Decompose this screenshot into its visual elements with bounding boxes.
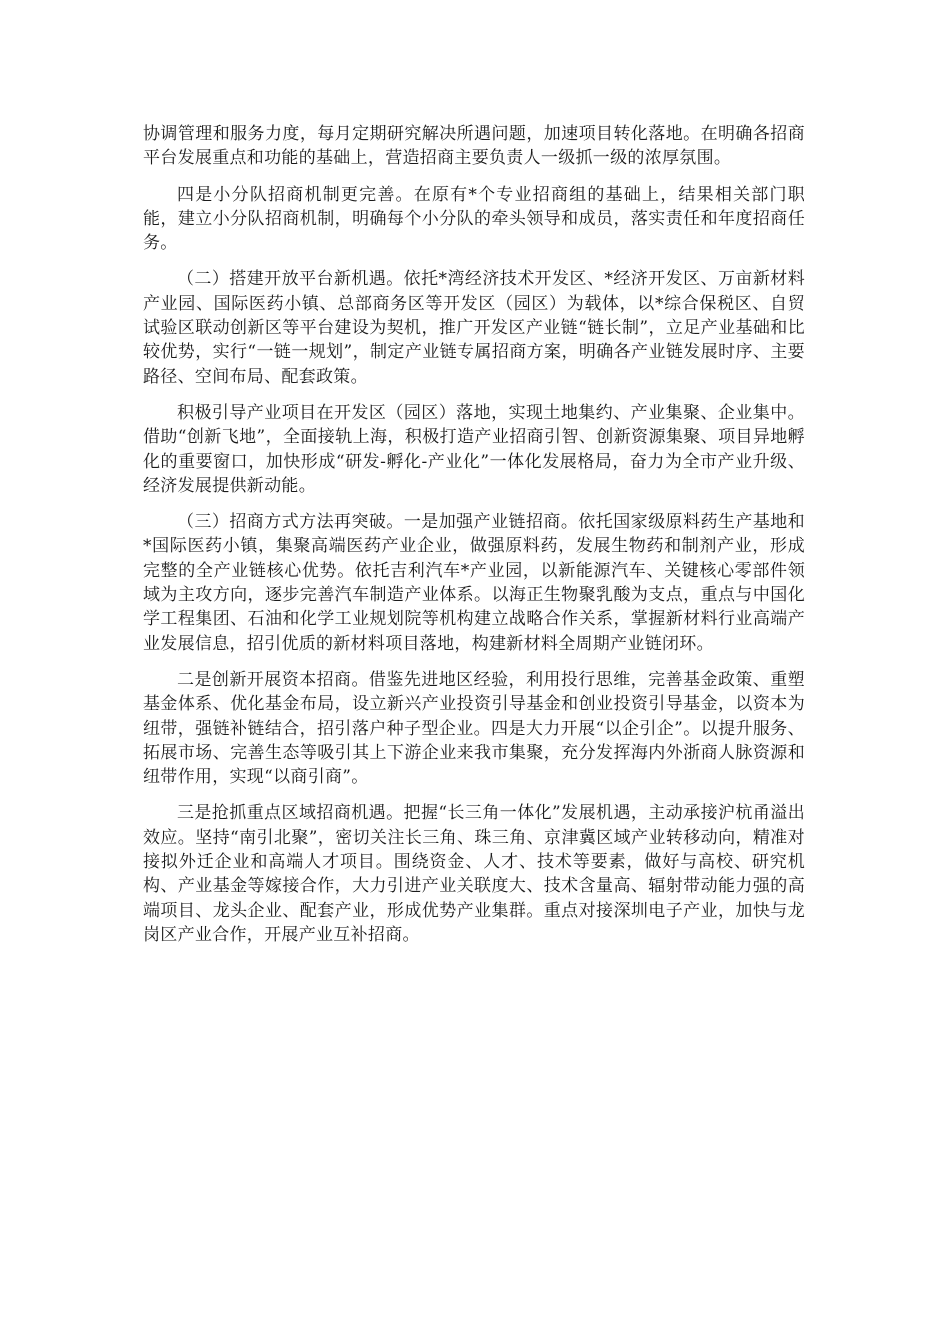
paragraph-7: 三是抢抓重点区域招商机遇。把握“长三角一体化”发展机遇，主动承接沪杭甬溢出效应。坚持“南引北聚”，密切关注长三角、珠三角、京津冀区域产业转移动向，精准对接拟外迁企业和高端人才项目。围绕资金、人才、技术等要素，做好与高校、研究机构、产业基金等嫁接合作，大力引进产业关联度大、技术含量高、辐射带动能力强的高端项目、龙头企业、配套产业，形成优势产业集群。重点对接深圳电子产业，加快与龙岗区产业合作，开展产业互补招商。: [143, 803, 805, 945]
paragraph-2: 四是小分队招商机制更完善。在原有*个专业招商组的基础上，结果相关部门职能，建立小分队招商机制，明确每个小分队的牵头领导和成员，落实责任和年度招商任务。: [143, 184, 805, 254]
paragraph-3: （二）搭建开放平台新机遇。依托*湾经济技术开发区、*经济开发区、万亩新材料产业园、国际医药小镇、总部商务区等开发区（园区）为载体，以*综合保税区、自贸试验区联动创新区等平台建设为契机，推广开发区产业链“链长制”，立足产业基础和比较优势，实行“一链一规划”，制定产业链专属招商方案，明确各产业链发展时序、主要路径、空间布局、配套政策。: [143, 269, 805, 387]
paragraph-4: 积极引导产业项目在开发区（园区）落地，实现土地集约、产业集聚、企业集中。借助“创新飞地”，全面接轨上海，积极打造产业招商引智、创新资源集聚、项目异地孵化的重要窗口，加快形成“研发-孵化-产业化”一体化发展格局，奋力为全市产业升级、经济发展提供新动能。: [143, 402, 805, 496]
paragraph-1: 协调管理和服务力度，每月定期研究解决所遇问题，加速项目转化落地。在明确各招商平台发展重点和功能的基础上，营造招商主要负责人一级抓一级的浓厚氛围。: [143, 124, 805, 169]
paragraph-5: （三）招商方式方法再突破。一是加强产业链招商。依托国家级原料药生产基地和*国际医药小镇，集聚高端医药产业企业，做强原料药，发展生物药和制剂产业，形成完整的全产业链核心优势。依托吉利汽车*产业园，以新能源汽车、关键核心零部件领域为主攻方向，逐步完善汽车制造产业体系。以海正生物聚乳酸为支点，重点与中国化学工程集团、石油和化学工业规划院等机构建立战略合作关系，掌握新材料行业高端产业发展信息，招引优质的新材料项目落地，构建新材料全周期产业链闭环。: [143, 512, 805, 654]
document-body: [143, 122, 805, 959]
paragraph-6: 二是创新开展资本招商。借鉴先进地区经验，利用投行思维，完善基金政策、重塑基金体系、优化基金布局，设立新兴产业投资引导基金和创业投资引导基金，以资本为纽带，强链补链结合，招引落户种子型企业。四是大力开展“以企引企”。以提升服务、拓展市场、完善生态等吸引其上下游企业来我市集聚，充分发挥海内外浙商人脉资源和纽带作用，实现“以商引商”。: [143, 669, 805, 788]
